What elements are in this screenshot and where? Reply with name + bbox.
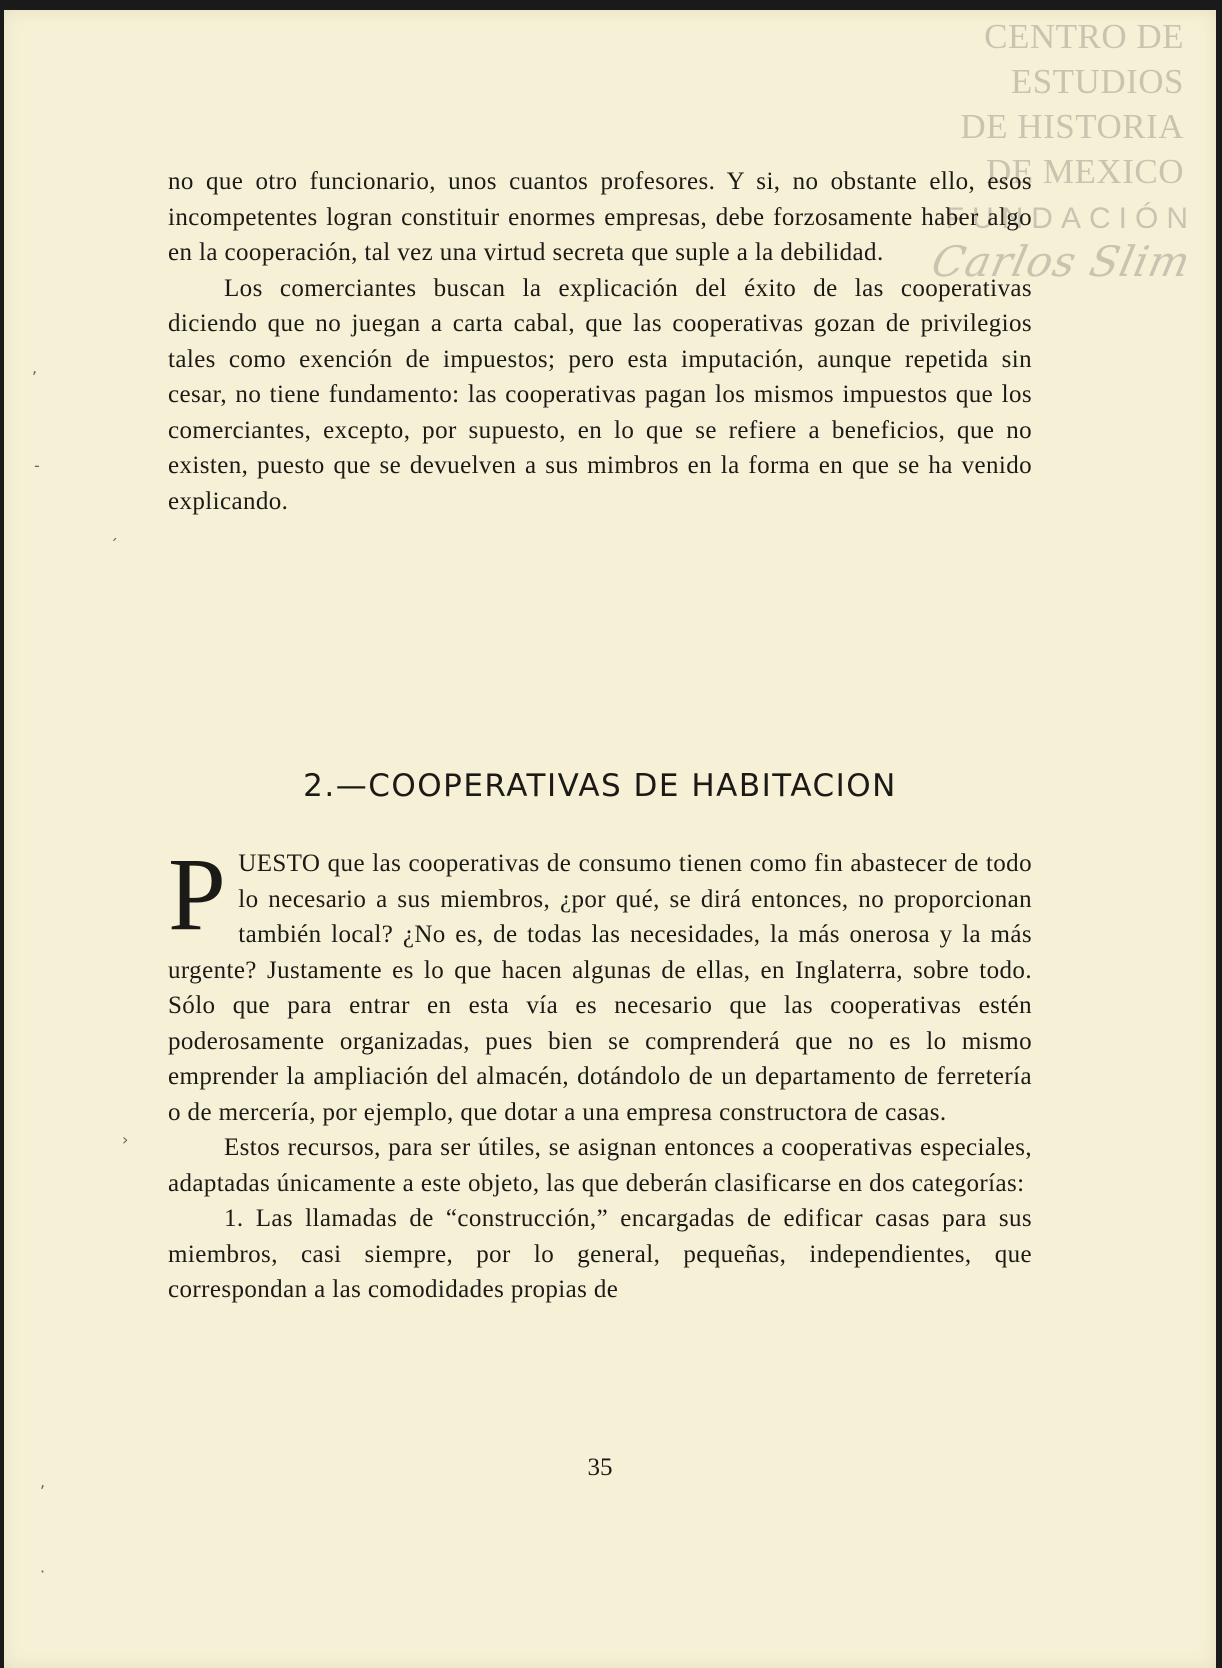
watermark-signature: Carlos Slim xyxy=(927,237,1196,286)
section-body xyxy=(168,837,1032,1308)
watermark-line: ESTUDIOS xyxy=(1010,62,1184,101)
watermark-line: DE HISTORIA xyxy=(960,107,1184,146)
section-heading: 2.—COOPERATIVAS DE HABITACION xyxy=(303,768,897,804)
paper-speck: ˊ xyxy=(110,536,118,555)
document-page xyxy=(4,10,1216,1668)
drop-cap: P xyxy=(168,837,227,952)
paper-speck: - xyxy=(34,456,40,475)
opening-paragraph-text: UESTO que las cooperativas de consumo tienen como fin abastecer de todo lo necesario a sus miembros, ¿por qué, se dirá entonces, no proporcionan también local? ¿No es, de todas las necesidades, la más onerosa y la más urgente? Justamente es lo que hacen algunas de ellas, en Inglaterra, sobre todo. Sólo que para entrar en esta vía es necesario que las cooperativas estén poderosamente organizadas, pues bien se comprenderá que no es lo mismo emprender la ampliación del almacén, dotándolo de un departamento de ferretería o de mercería, por ejemplo, que dotar a una empresa constructora de casas. xyxy=(168,850,1032,1126)
paper-speck: › xyxy=(122,1130,129,1149)
watermark-line: CENTRO DE xyxy=(984,17,1184,56)
paragraph: Los comerciantes buscan la explicación del éxito de las cooperativas diciendo que no juegan a carta cabal, que las cooperativas gozan de privilegios tales como exención de impuestos; pero esta imputación, aunque repetida sin cesar, no tiene fundamento: las cooperativas pagan los mismos impuestos que los comerciantes, excepto, por supuesto, en lo que se refiere a beneficios, que no existen, puesto que se devuelven a sus mimbros en la forma en que se ha venido explicando. xyxy=(168,274,1032,515)
paper-speck: , xyxy=(40,1472,46,1491)
paragraph: no que otro funcionario, unos cuantos profesores. Y si, no obstante ello, esos incompetentes logran constituir enormes empresas, debe forzosamente haber algo en la cooperación, tal vez una virtud secreta que suple a la debilidad. xyxy=(168,168,1032,266)
continued-text-block xyxy=(168,164,1032,519)
page-number: 35 xyxy=(587,1454,613,1481)
opening-paragraph xyxy=(168,837,1032,1130)
paragraph: 1. Las llamadas de “construcción,” encargadas de edificar casas para sus miembros, casi siempre, por lo general, pequeñas, independientes, que correspondan a las comodidades propias de xyxy=(168,1205,1032,1303)
watermark-line: DE MEXICO xyxy=(986,152,1184,191)
paper-speck: · xyxy=(40,1562,46,1581)
watermark-foundation: FUNDACIÓN xyxy=(945,202,1196,235)
paper-speck: , xyxy=(32,358,38,377)
paragraph: Estos recursos, para ser útiles, se asignan entonces a cooperativas especiales, adaptadas únicamente a este objeto, las que deberán clasificarse en dos categorías: xyxy=(168,1134,1032,1197)
